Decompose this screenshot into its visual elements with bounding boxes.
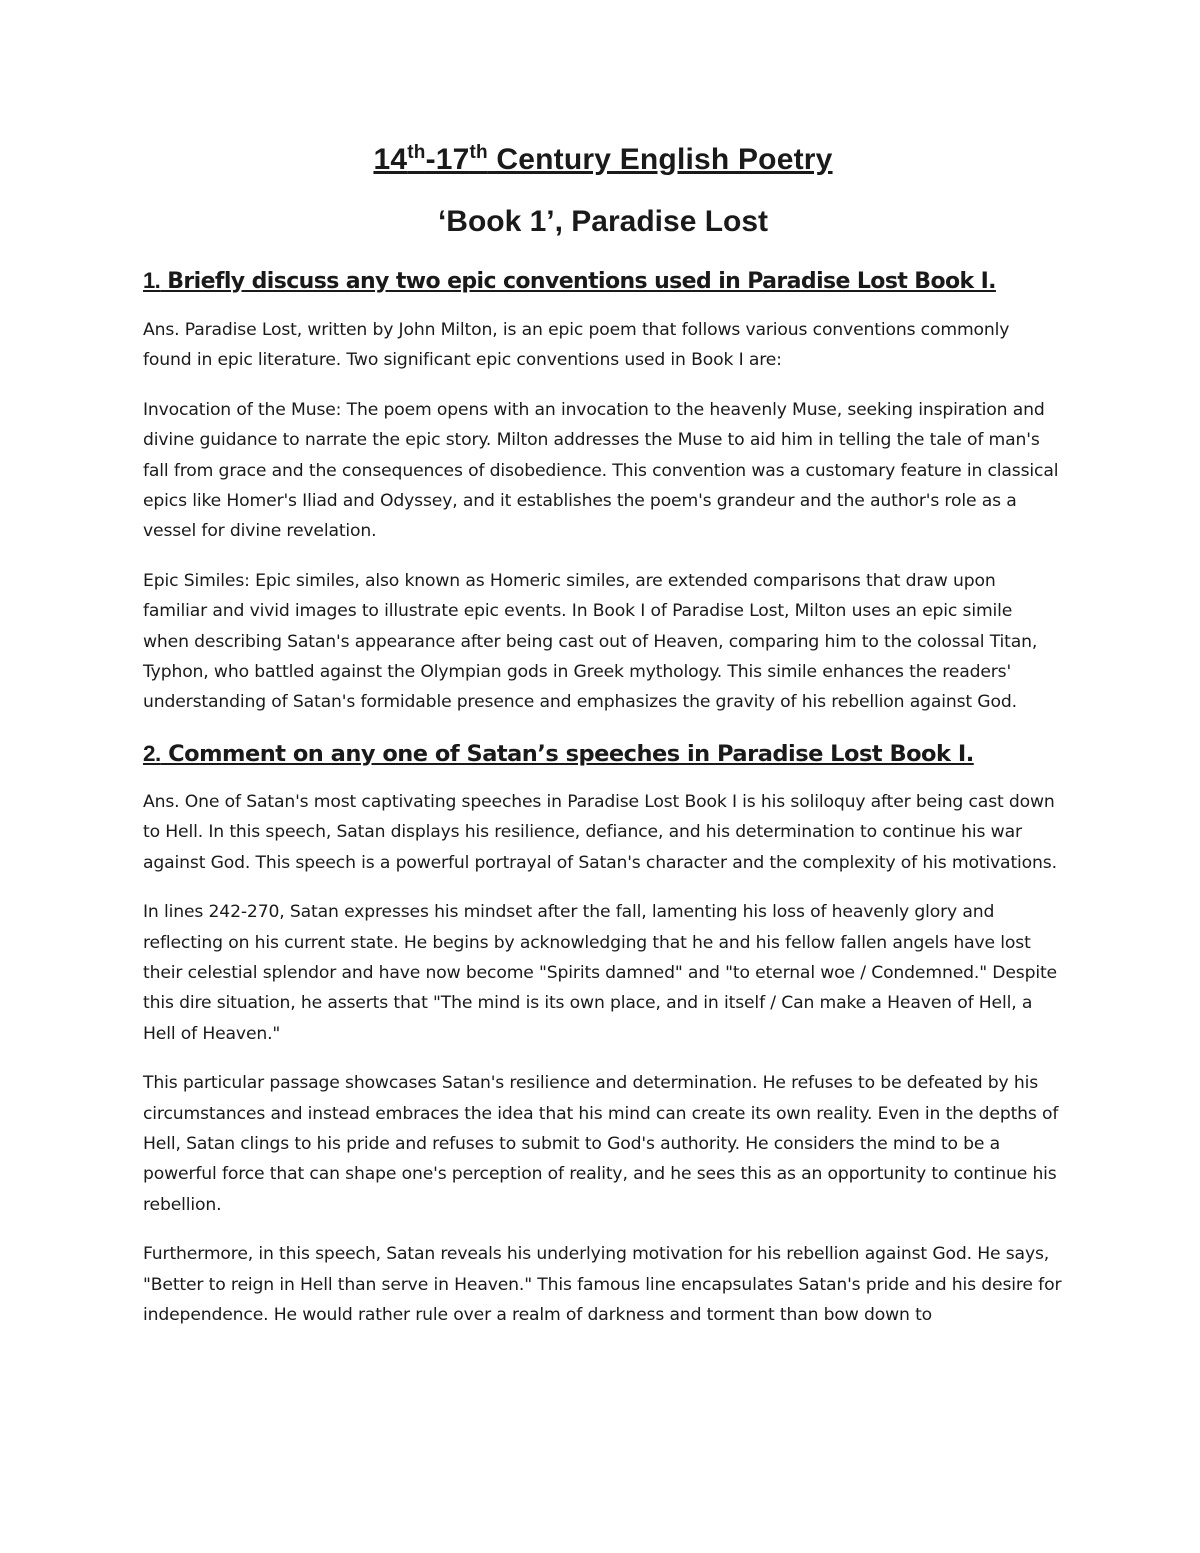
title-part-3: Century English Poetry: [487, 143, 833, 176]
title-superscript-2: th: [469, 142, 488, 163]
question-heading-2: [143, 737, 1063, 771]
answer-paragraph: Ans. One of Satan's most captivating speeches in Paradise Lost Book I is his soliloquy after being cast down to Hell. In this speech, Satan displays his resilience, defiance, and his determination to continue his war against God. This speech is a powerful portrayal of Satan's character and the complexity of his motivations.: [143, 791, 1057, 873]
question-number: 2.: [143, 740, 161, 766]
question-number: 1.: [143, 268, 161, 293]
question-text: Briefly discuss any two epic conventions used in Paradise Lost Book I.: [160, 269, 996, 294]
answer-paragraph: In lines 242-270, Satan expresses his mindset after the fall, lamenting his loss of heavenly glory and reflecting on his current state. He begins by acknowledging that he and his fellow fallen angels have lost their celestial splendor and have now become "Spirits damned" and "to eternal woe / Condemned." Despite this dire situation, he asserts that "The mind is its own place, and in itself / Can make a Heaven of Hell, a Hell of Heaven.": [143, 902, 1057, 1044]
page-subtitle: ‘Book 1’, Paradise Lost: [437, 205, 769, 238]
answer-paragraph: Invocation of the Muse: The poem opens with an invocation to the heavenly Muse, seeking inspiration and divine guidance to narrate the epic story. Milton addresses the Muse to aid him in telling the tale of man's fall from grace and the consequences of disobedience. This convention was a customary feature in classical epics like Homer's Iliad and Odyssey, and it establishes the poem's grandeur and the author's role as a vessel for divine revelation.: [143, 399, 1059, 542]
answer-paragraph: Furthermore, in this speech, Satan reveals his underlying motivation for his rebellion against God. He says, "Better to reign in Hell than serve in Heaven." This famous line encapsulates Satan's pride and his desire for independence. He would rather rule over a realm of darkness and torment than bow down to: [143, 1244, 1062, 1325]
question-section-1: [143, 264, 1063, 718]
question-heading-1: [143, 264, 1063, 299]
title-part-1: 14: [373, 143, 408, 176]
question-text: Comment on any one of Satan’s speeches in Paradise Lost Book I.: [160, 740, 974, 767]
answer-paragraph: Ans. Paradise Lost, written by John Milton, is an epic poem that follows various conventions commonly found in epic literature. Two significant epic conventions used in Book I are:: [143, 320, 1010, 371]
title-part-2: -17: [425, 143, 470, 176]
question-section-2: [143, 737, 1063, 1331]
page-title: [143, 140, 1063, 180]
title-superscript-1: th: [407, 142, 426, 163]
document-page: [143, 140, 1063, 1349]
answer-paragraph: This particular passage showcases Satan's resilience and determination. He refuses to be defeated by his circumstances and instead embraces the idea that his mind can create its own reality. Even in the depths of Hell, Satan clings to his pride and refuses to submit to God's authority. He considers the mind to be a powerful force that can shape one's perception of reality, and he sees this as an opportunity to continue his rebellion.: [143, 1073, 1059, 1215]
answer-paragraph: Epic Similes: Epic similes, also known as Homeric similes, are extended comparisons that draw upon familiar and vivid images to illustrate epic events. In Book I of Paradise Lost, Milton uses an epic simile when describing Satan's appearance after being cast out of Heaven, comparing him to the colossal Titan, Typhon, who battled against the Olympian gods in Greek mythology. This simile enhances the readers' understanding of Satan's formidable presence and emphasizes the gravity of his rebellion against God.: [143, 570, 1038, 713]
